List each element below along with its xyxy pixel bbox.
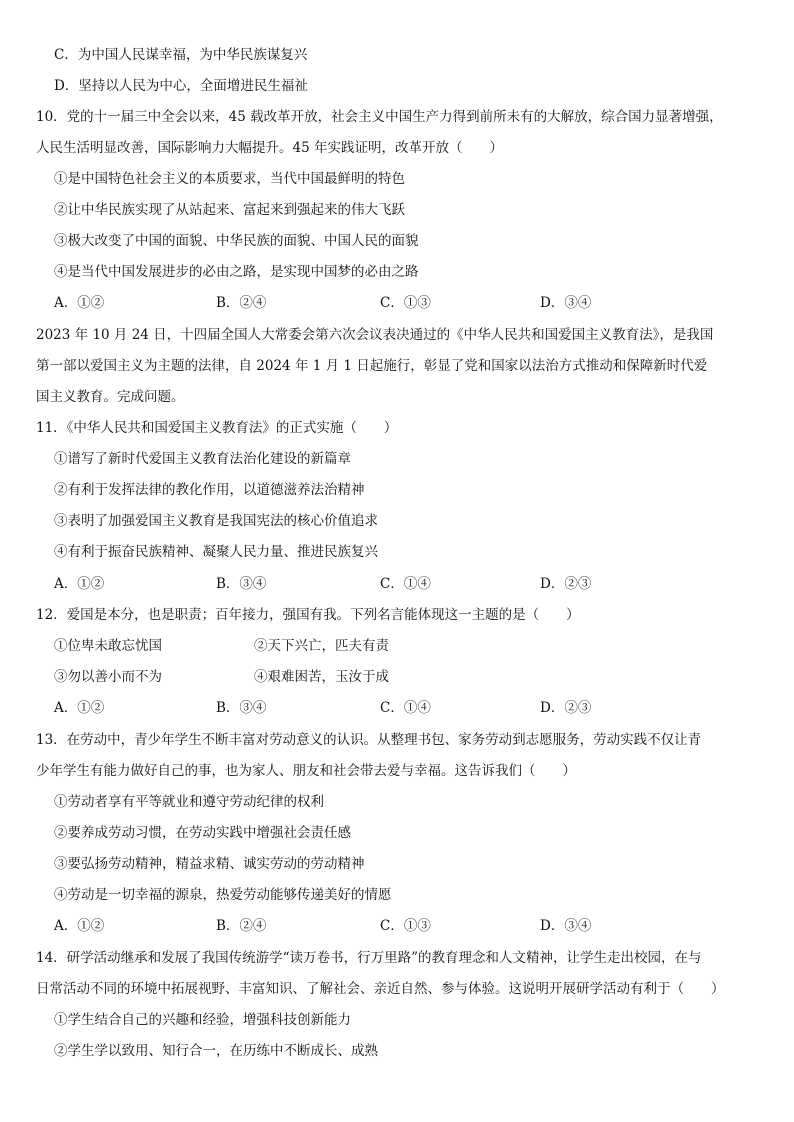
q14-statement-2: ②学生学以致用、知行合一，在历练中不断成长、成熟 <box>54 1043 378 1059</box>
q11-choice-d[interactable]: D．②③ <box>540 576 592 592</box>
q12-statement-2: ②天下兴亡，匹夫有责 <box>254 638 389 654</box>
material-line1: 2023 年 10 月 24 日，十四届全国人大常委会第六次会议表决通过的《中华人民共和国爱国主义教育法》，是我国 <box>36 327 714 343</box>
q10-choice-a[interactable]: A．①② <box>54 295 105 311</box>
q10-statement-3: ③极大改变了中国的面貌、中华民族的面貌、中国人民的面貌 <box>54 233 419 249</box>
q12-statement-1: ①位卑未敢忘忧国 <box>54 638 162 654</box>
q11-choice-b[interactable]: B．③④ <box>216 576 267 592</box>
q9-choice-c: C．为中国人民谋幸福，为中华民族谋复兴 <box>54 47 308 63</box>
q14-stem-line1: 14．研学活动继承和发展了我国传统游学“读万卷书，行万里路”的教育理念和人文精神，让学生走出校园，在与 <box>36 950 702 966</box>
q13-statement-4: ④劳动是一切幸福的源泉，热爱劳动能够传递美好的情愿 <box>54 887 392 903</box>
q11-statement-2: ②有利于发挥法律的教化作用，以道德滋养法治精神 <box>54 482 365 498</box>
q11-stem: 11．《中华人民共和国爱国主义教育法》的正式实施（ ） <box>36 420 398 436</box>
q11-statement-4: ④有利于振奋民族精神、凝聚人民力量、推进民族复兴 <box>54 544 378 560</box>
q13-choice-c[interactable]: C．①③ <box>380 918 431 934</box>
q11-statement-1: ①谱写了新时代爱国主义教育法治化建设的新篇章 <box>54 451 351 467</box>
q10-stem-line2: 人民生活明显改善，国际影响力大幅提升。45 年实践证明，改革开放（ ） <box>36 140 503 156</box>
q11-statement-3: ③表明了加强爱国主义教育是我国宪法的核心价值追求 <box>54 513 378 529</box>
q12-statement-3: ③勿以善小而不为 <box>54 669 162 685</box>
q12-statement-4: ④艰难困苦，玉汝于成 <box>254 669 389 685</box>
q13-statement-3: ③要弘扬劳动精神，精益求精、诚实劳动的劳动精神 <box>54 856 365 872</box>
material-line2: 第一部以爱国主义为主题的法律，自 2024 年 1 月 1 日起施行，彰显了党和国家以法治方式推动和保障新时代爱 <box>36 358 708 374</box>
q13-choice-d[interactable]: D．③④ <box>540 918 592 934</box>
q14-stem-line2: 日常活动不同的环境中拓展视野、丰富知识、了解社会、亲近自然、参与体验。这说明开展研学活动有利于（ ） <box>36 981 725 997</box>
q13-choice-b[interactable]: B．②④ <box>216 918 267 934</box>
q12-choice-c[interactable]: C．①④ <box>380 700 431 716</box>
q12-choice-d[interactable]: D．②③ <box>540 700 592 716</box>
q10-statement-4: ④是当代中国发展进步的必由之路，是实现中国梦的必由之路 <box>54 264 419 280</box>
q13-statement-1: ①劳动者享有平等就业和遵守劳动纪律的权利 <box>54 794 324 810</box>
q13-choice-a[interactable]: A．①② <box>54 918 105 934</box>
q10-statement-1: ①是中国特色社会主义的本质要求，当代中国最鲜明的特色 <box>54 171 405 187</box>
q13-stem-line2: 少年学生有能力做好自己的事，也为家人、朋友和社会带去爱与幸福。这告诉我们（ ） <box>36 763 576 779</box>
q12-choice-a[interactable]: A．①② <box>54 700 105 716</box>
q9-choice-d: D．坚持以人民为中心，全面增进民生福祉 <box>54 78 308 94</box>
q10-choice-d[interactable]: D．③④ <box>540 295 592 311</box>
q14-statement-1: ①学生结合自己的兴趣和经验，增强科技创新能力 <box>54 1012 351 1028</box>
q10-choice-b[interactable]: B．②④ <box>216 295 267 311</box>
q11-choice-c[interactable]: C．①④ <box>380 576 431 592</box>
material-line3: 国主义教育。完成问题。 <box>36 389 185 405</box>
q10-statement-2: ②让中华民族实现了从站起来、富起来到强起来的伟大飞跃 <box>54 202 405 218</box>
q10-choice-c[interactable]: C．①③ <box>380 295 431 311</box>
q13-statement-2: ②要养成劳动习惯，在劳动实践中增强社会责任感 <box>54 825 351 841</box>
q12-stem: 12．爱国是本分，也是职责；百年接力，强国有我。下列名言能体现这一主题的是（ ） <box>36 607 580 623</box>
q10-stem-line1: 10．党的十一届三中全会以来，45 载改革开放，社会主义中国生产力得到前所未有的大解放，综合国力显著增强， <box>36 109 723 125</box>
q12-choice-b[interactable]: B．③④ <box>216 700 267 716</box>
q13-stem-line1: 13．在劳动中，青少年学生不断丰富对劳动意义的认识。从整理书包、家务劳动到志愿服务，劳动实践不仅让青 <box>36 732 702 748</box>
q11-choice-a[interactable]: A．①② <box>54 576 105 592</box>
